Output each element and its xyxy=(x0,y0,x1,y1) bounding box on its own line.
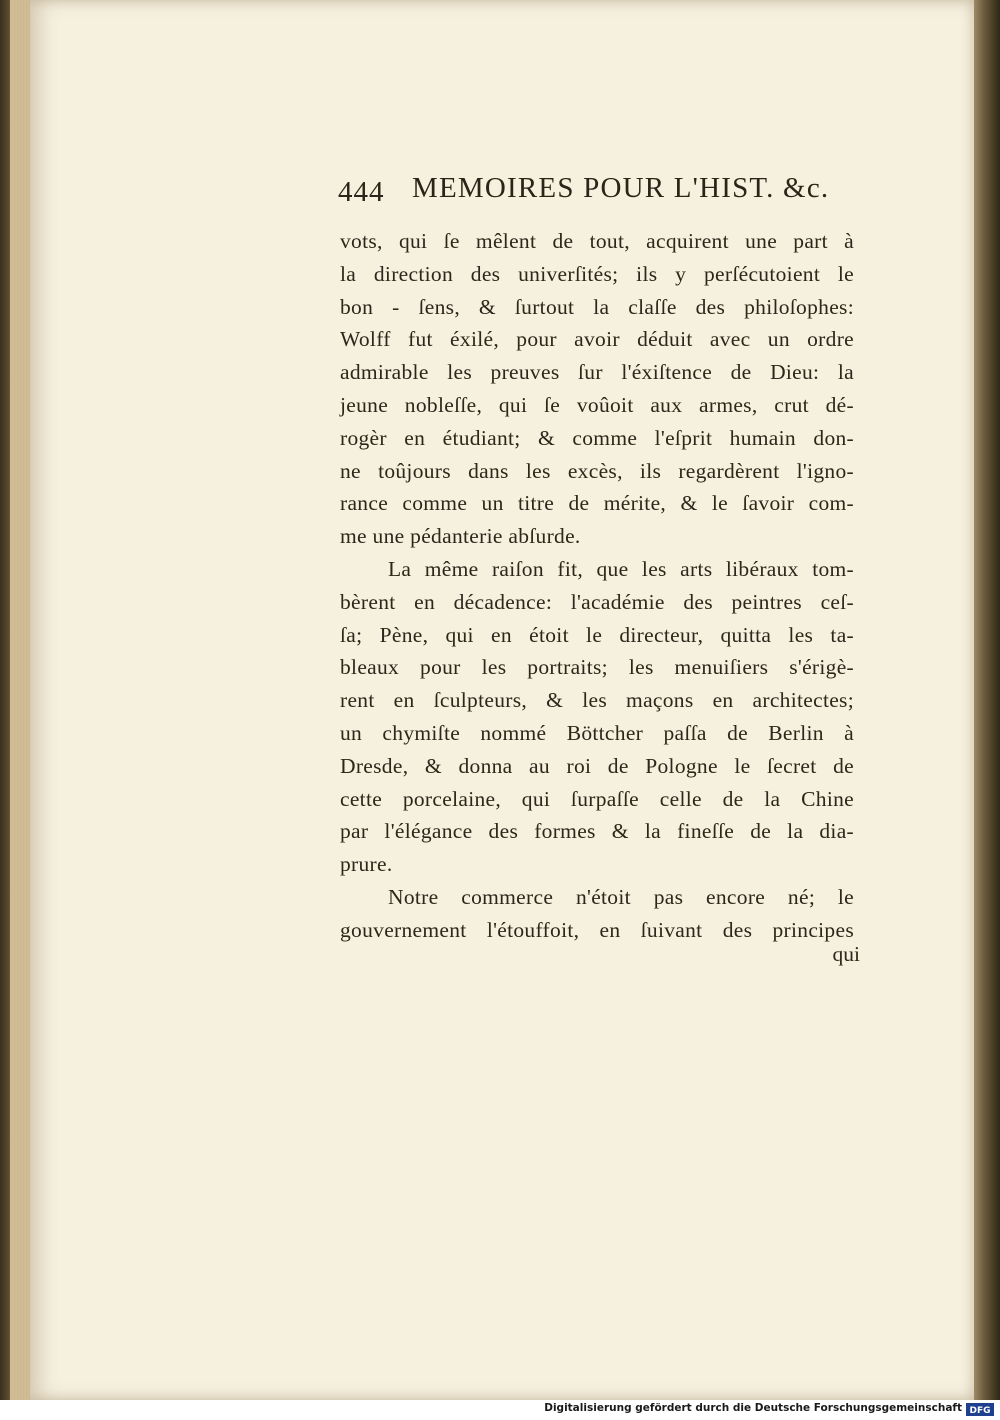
funding-credit: Digitalisierung gefördert durch die Deutsche Forschungsgemeinschaft xyxy=(544,1402,962,1414)
scan-background-right xyxy=(974,0,1000,1400)
text-line: bèrent en décadence: l'académie des peintres ceſ- xyxy=(340,589,854,614)
body-text xyxy=(340,225,854,947)
text-line: la direction des univerſités; ils y perſécutoient le xyxy=(340,261,854,286)
page-number: 444 xyxy=(338,176,385,208)
footer-bar xyxy=(0,1400,1000,1420)
text-line: vots, qui ſe mêlent de tout, acquirent une part à xyxy=(340,229,854,253)
svg-text:DFG: DFG xyxy=(969,1406,991,1416)
running-head xyxy=(338,168,858,214)
dfg-logo-icon xyxy=(966,1403,994,1416)
text-line: gouvernement l'étouffoit, en ſuivant des principes xyxy=(340,917,854,942)
paragraph-first-line: La même raiſon fit, que les arts libéraux tom- xyxy=(388,556,854,581)
text-line: bleaux pour les portraits; les menuiſiers s'érigè- xyxy=(340,655,854,680)
page-stack-edges xyxy=(10,0,32,1400)
catchword: qui xyxy=(832,942,860,966)
text-line: rent en ſculpteurs, & les maçons en architectes; xyxy=(340,688,854,713)
text-line: me une pédanterie abſurde. xyxy=(340,524,581,549)
text-line: rogèr en étudiant; & comme l'eſprit humain don- xyxy=(340,425,854,450)
text-line: Wolff fut éxilé, pour avoir déduit avec un ordre xyxy=(340,327,854,352)
text-line: par l'élégance des formes & la fineſſe de la dia- xyxy=(340,819,854,844)
text-line: ſa; Pène, qui en étoit le directeur, quitta les ta- xyxy=(340,622,854,647)
text-line: admirable les preuves ſur l'éxiſtence de Dieu: la xyxy=(340,360,854,385)
text-line: un chymiſte nommé Böttcher paſſa de Berlin à xyxy=(340,720,854,745)
text-line: prure. xyxy=(340,852,393,877)
text-line: jeune nobleſſe, qui ſe voûoit aux armes, crut dé- xyxy=(340,392,854,417)
page-heading: MEMOIRES POUR L'HIST. &c. xyxy=(412,172,830,204)
text-line: bon - ſens, & ſurtout la claſſe des philoſophes: xyxy=(340,294,854,319)
text-line: Dresde, & donna au roi de Pologne le ſecret de xyxy=(340,753,854,778)
text-line: rance comme un titre de mérite, & le ſavoir com- xyxy=(340,491,854,516)
paragraph-first-line: Notre commerce n'étoit pas encore né; le xyxy=(388,884,854,909)
text-line: ne toûjours dans les excès, ils regardèrent l'igno- xyxy=(340,458,854,483)
text-line: cette porcelaine, qui ſurpaſſe celle de la Chine xyxy=(340,786,854,811)
